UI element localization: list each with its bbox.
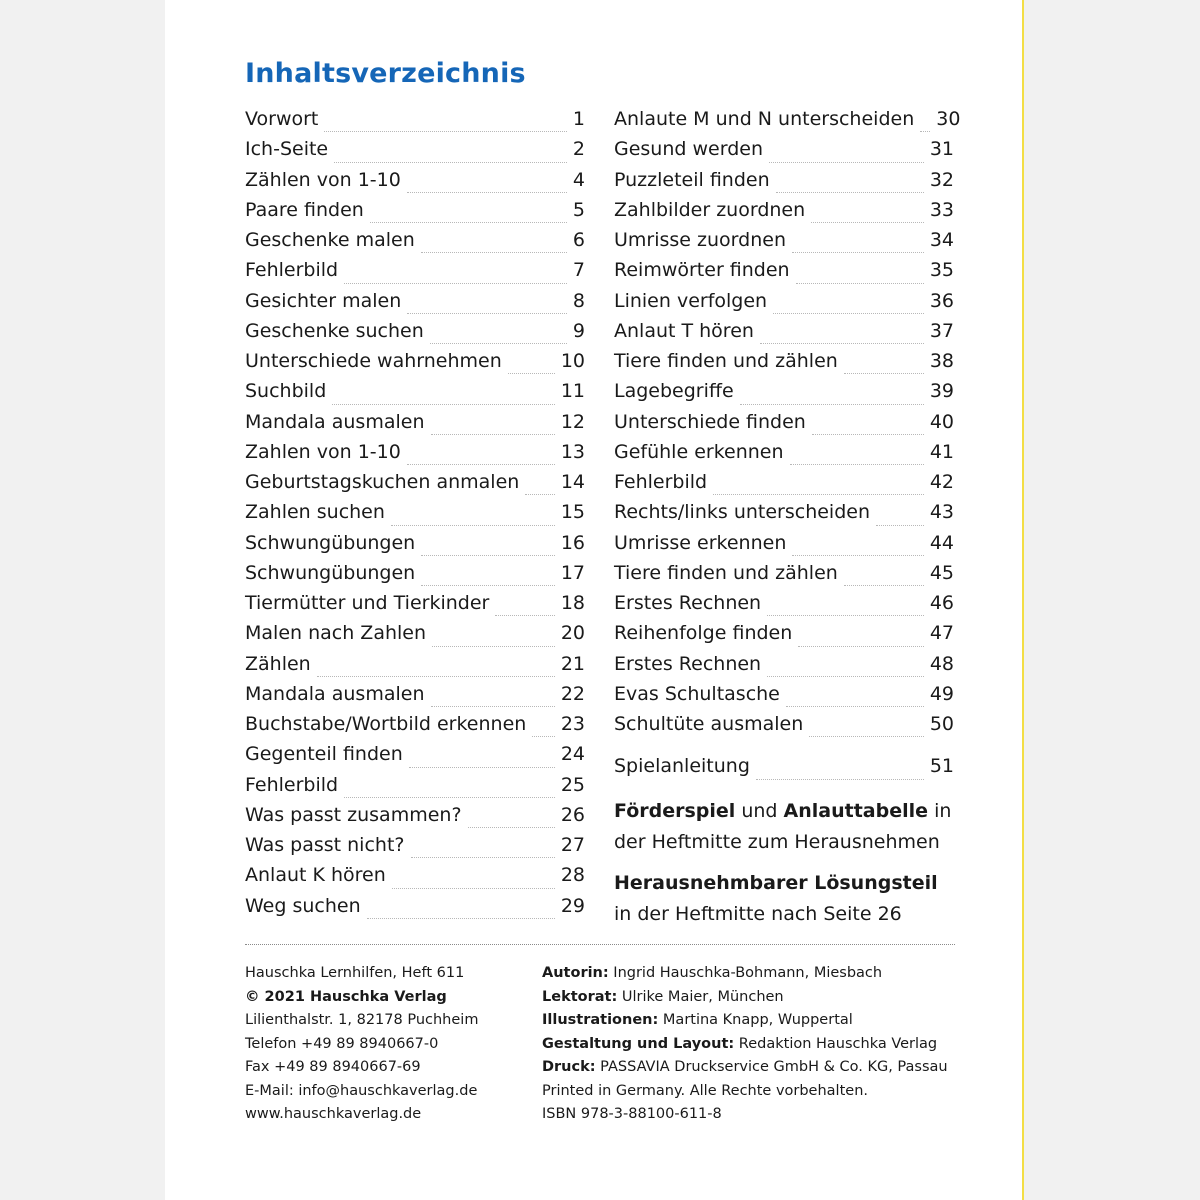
toc-entry-page: 14 [560, 471, 585, 493]
toc-entry-title: Mandala ausmalen [245, 410, 425, 433]
toc-entry [614, 562, 954, 592]
toc-entry [614, 532, 954, 562]
dot-leader [876, 525, 924, 526]
dot-leader [776, 192, 924, 193]
imprint-phone: Telefon +49 89 8940667-0 [245, 1035, 439, 1052]
toc-entry-title: Fehlerbild [245, 773, 339, 796]
toc-entry-title: Geschenke suchen [245, 319, 424, 342]
note-bold: Anlauttabelle [783, 800, 929, 822]
imprint-credits [542, 962, 948, 1127]
dot-leader [812, 434, 924, 435]
dot-leader [430, 343, 567, 344]
toc-entry [614, 653, 954, 683]
toc-entry-title: Gegenteil finden [245, 743, 403, 766]
dot-leader [391, 525, 555, 526]
toc-entry-title: Anlaut T hören [614, 319, 754, 342]
imprint-credit-key: Gestaltung und Layout: [542, 1035, 735, 1052]
note-bold: Förderspiel [614, 800, 736, 822]
dot-leader [798, 646, 924, 647]
toc-entry-page: 12 [560, 410, 585, 433]
imprint-credit-value: Martina Knapp, Wuppertal [658, 1012, 853, 1028]
toc-entry-page: 25 [560, 773, 585, 796]
toc-entry [614, 108, 961, 138]
toc-entry-title: Gefühle erkennen [614, 440, 784, 463]
toc-entry-page: 5 [572, 198, 585, 221]
toc-entry-title: Suchbild [245, 380, 327, 403]
toc-entry [614, 622, 954, 652]
toc-entry-title: Vorwort [245, 108, 319, 130]
imprint-credit-value: Redaktion Hauschka Verlag [734, 1035, 938, 1052]
toc-entry-page: 46 [929, 592, 954, 614]
toc-entry-title: Anlaute M und N unterscheiden [614, 108, 915, 130]
toc-entry-title: Schwungübungen [245, 561, 416, 584]
separator [245, 944, 955, 945]
toc-entry-page: 43 [929, 501, 954, 524]
toc-entry-page: 49 [929, 682, 954, 705]
toc-entry [245, 834, 585, 864]
imprint-credit-value: Printed in Germany. Alle Rechte vorbehalten. [542, 1082, 868, 1099]
toc-entry-page: 31 [929, 138, 954, 161]
toc-entry-page: 34 [929, 229, 954, 251]
toc-entry [245, 592, 585, 622]
imprint-credit-value: ISBN 978-3-88100-611-8 [542, 1106, 722, 1122]
toc-entry-page: 8 [572, 289, 585, 312]
note-text: in der Heftmitte nach Seite 26 [614, 902, 902, 925]
dot-leader [421, 585, 555, 586]
imprint-fax: Fax +49 89 8940667-69 [245, 1059, 421, 1075]
dot-leader [432, 646, 555, 647]
dot-leader [760, 343, 924, 344]
toc-entry-page: 11 [560, 380, 585, 403]
dot-leader [468, 827, 555, 828]
toc-entry-title: Linien verfolgen [614, 289, 768, 312]
toc-entry [245, 441, 585, 471]
toc-entry [245, 199, 585, 229]
imprint-credit-line [542, 986, 948, 1010]
dot-leader [431, 434, 555, 435]
toc-entry-title: Was passt zusammen? [245, 803, 462, 826]
dot-leader [431, 706, 555, 707]
toc-entry [614, 380, 954, 410]
imprint-copyright: © 2021 Hauschka Verlag [245, 988, 447, 1005]
toc-entry-title: Lagebegriffe [614, 380, 734, 403]
toc-entry-page: 13 [560, 440, 585, 463]
toc-entry-title: Mandala ausmalen [245, 682, 425, 705]
toc-entry-page: 38 [929, 350, 954, 372]
page-edge [1022, 0, 1024, 1200]
toc-entry [245, 320, 585, 350]
dot-leader [773, 313, 924, 314]
note-text: in der Heftmitte zum Herausnehmen [614, 800, 952, 853]
toc-entry-title: Geschenke malen [245, 229, 415, 251]
toc-entry-title: Unterschiede finden [614, 410, 806, 433]
dot-leader [809, 736, 924, 737]
imprint-credit-line [542, 1056, 948, 1080]
toc-entry-title: Reihenfolge finden [614, 622, 793, 645]
toc-entry-title: Malen nach Zahlen [245, 622, 427, 645]
toc-entry [245, 501, 585, 531]
note-loesungsteil [614, 868, 974, 929]
toc-entry [614, 290, 954, 320]
toc-entry-page: 32 [929, 168, 954, 191]
toc-entry-page: 17 [560, 561, 585, 584]
dot-leader [324, 131, 567, 132]
toc-entry-page: 18 [560, 592, 585, 614]
toc-entry-title: Tiermütter und Tierkinder [245, 592, 490, 614]
toc-entry-title: Zahlbilder zuordnen [614, 198, 806, 221]
toc-entry-title: Puzzleteil finden [614, 168, 770, 191]
toc-entry-title: Zahlen suchen [245, 501, 385, 524]
dot-leader [756, 779, 924, 780]
toc-entry [245, 138, 585, 168]
toc-entry [245, 411, 585, 441]
toc-entry-title: Umrisse erkennen [614, 531, 787, 554]
imprint-credit-line [542, 1033, 948, 1057]
toc-entry-page: 39 [929, 380, 954, 403]
imprint-series: Hauschka Lernhilfen, Heft 611 [245, 965, 465, 981]
dot-leader [792, 252, 924, 253]
toc-entry [245, 622, 585, 652]
toc-entry [245, 229, 585, 259]
imprint-address: Lilienthalstr. 1, 82178 Puchheim [245, 1012, 479, 1028]
toc-entry-title: Reimwörter finden [614, 259, 790, 282]
dot-leader [411, 857, 555, 858]
dot-leader [786, 706, 924, 707]
dot-leader [769, 162, 924, 163]
toc-entry-page: 23 [560, 713, 585, 735]
toc-entry-page: 16 [560, 531, 585, 554]
toc-entry-title: Zahlen von 1-10 [245, 440, 401, 463]
dot-leader [334, 162, 567, 163]
toc-left-column [245, 108, 585, 925]
imprint-credit-line [542, 962, 948, 986]
toc-entry-title: Gesund werden [614, 138, 763, 161]
toc-entry-page: 24 [560, 743, 585, 766]
toc-entry-title: Fehlerbild [614, 471, 708, 493]
dot-leader [811, 222, 924, 223]
toc-entry [614, 138, 954, 168]
dot-leader [767, 615, 924, 616]
toc-entry-title: Zählen von 1-10 [245, 168, 401, 191]
toc-entry-page: 20 [560, 622, 585, 645]
toc-entry [614, 350, 954, 380]
toc-entry-title: Evas Schultasche [614, 682, 780, 705]
toc-entry-title: Unterschiede wahrnehmen [245, 350, 502, 372]
imprint-credit-line [542, 1103, 948, 1127]
toc-entry-title: Geburtstagskuchen anmalen [245, 471, 520, 493]
toc-entry [614, 441, 954, 471]
toc-entry [614, 471, 954, 501]
toc-entry [245, 169, 585, 199]
toc-entry-title: Buchstabe/Wortbild erkennen [245, 713, 527, 735]
toc-entry-title: Erstes Rechnen [614, 652, 762, 675]
toc-entry-title: Schwungübungen [245, 531, 416, 554]
toc-entry-page: 44 [929, 531, 954, 554]
dot-leader [525, 494, 555, 495]
toc-entry [245, 532, 585, 562]
toc-entry [245, 350, 585, 380]
toc-entry-title: Weg suchen [245, 894, 361, 917]
toc-entry-page: 15 [560, 501, 585, 524]
toc-entry-page: 51 [929, 755, 954, 778]
dot-leader [421, 252, 567, 253]
note-text: und [735, 800, 784, 822]
toc-entry-page: 45 [929, 561, 954, 584]
dot-leader [508, 373, 555, 374]
toc-entry [245, 864, 585, 894]
toc-entry [245, 683, 585, 713]
toc-entry [245, 259, 585, 289]
toc-entry [245, 713, 585, 743]
dot-leader [392, 888, 555, 889]
toc-entry-page: 50 [929, 713, 954, 735]
toc-entry-title: Gesichter malen [245, 289, 402, 312]
toc-entry [245, 774, 585, 804]
imprint-credit-key: Druck: [542, 1059, 596, 1075]
imprint-credit-key: Autorin: [542, 965, 609, 981]
dot-leader [790, 464, 924, 465]
toc-entry-title: Was passt nicht? [245, 834, 405, 856]
toc-entry-title: Ich-Seite [245, 138, 329, 161]
toc-entry-page: 33 [929, 198, 954, 221]
toc-entry [245, 380, 585, 410]
toc-entry-title: Zählen [245, 652, 311, 675]
toc-entry-page: 36 [929, 289, 954, 312]
toc-entry-page: 30 [936, 108, 961, 130]
toc-entry-page: 9 [572, 319, 585, 342]
toc-entry [245, 743, 585, 773]
toc-entry-page: 28 [560, 864, 585, 887]
toc-entry-title: Spielanleitung [614, 755, 750, 778]
toc-entry [245, 562, 585, 592]
dot-leader [920, 131, 930, 132]
note-foerderspiel [614, 796, 974, 857]
toc-entry-page: 27 [560, 834, 585, 856]
toc-entry-title: Erstes Rechnen [614, 592, 762, 614]
toc-entry [614, 411, 954, 441]
imprint-credit-value: Ingrid Hauschka-Bohmann, Miesbach [608, 965, 883, 981]
dot-leader [344, 283, 567, 284]
imprint-credit-key: Lektorat: [542, 988, 618, 1005]
imprint-credit-value: PASSAVIA Druckservice GmbH & Co. KG, Passau [595, 1059, 948, 1075]
imprint-credit-line [542, 1009, 948, 1033]
dot-leader [713, 494, 924, 495]
toc-entry-page: 37 [929, 319, 954, 342]
dot-leader [532, 736, 554, 737]
toc-entry-page: 35 [929, 259, 954, 282]
toc-entry [614, 229, 954, 259]
dot-leader [495, 615, 554, 616]
toc-entry-title: Anlaut K hören [245, 864, 386, 887]
toc-entry [245, 471, 585, 501]
toc-entry [614, 501, 954, 531]
dot-leader [367, 918, 555, 919]
toc-entry-page: 41 [929, 440, 954, 463]
toc-entry-page: 22 [560, 682, 585, 705]
toc-entry-title: Fehlerbild [245, 259, 339, 282]
note-bold: Herausnehmbarer Lösungsteil [614, 872, 938, 894]
dot-leader [421, 555, 555, 556]
toc-entry [245, 895, 585, 925]
toc-entry-page: 7 [572, 259, 585, 282]
toc-entry-page: 6 [572, 229, 585, 251]
toc-entry-page: 29 [560, 894, 585, 917]
toc-entry-title: Umrisse zuordnen [614, 229, 786, 251]
toc-entry-page: 10 [560, 350, 585, 372]
imprint-credit-value: Ulrike Maier, München [617, 988, 784, 1005]
dot-leader [792, 555, 923, 556]
toc-entry-page: 2 [572, 138, 585, 161]
toc-entry [245, 290, 585, 320]
imprint-publisher [245, 962, 478, 1127]
toc-entry-title: Paare finden [245, 198, 364, 221]
toc-entry-page: 48 [929, 652, 954, 675]
toc-entry [614, 259, 954, 289]
toc-entry [614, 683, 954, 713]
toc-entry-title: Rechts/links unterscheiden [614, 501, 870, 524]
dot-leader [407, 313, 567, 314]
dot-leader [344, 797, 555, 798]
dot-leader [370, 222, 567, 223]
dot-leader [407, 192, 567, 193]
dot-leader [409, 767, 555, 768]
imprint-email: E-Mail: info@hauschkaverlag.de [245, 1082, 478, 1099]
toc-entry-page: 40 [929, 410, 954, 433]
toc-entry [245, 653, 585, 683]
toc-entry [614, 320, 954, 350]
toc-entry-page: 21 [560, 652, 585, 675]
toc-entry [614, 592, 954, 622]
dot-leader [796, 283, 924, 284]
toc-entry-page: 4 [572, 168, 585, 191]
dot-leader [767, 676, 924, 677]
toc-entry-page: 1 [572, 108, 585, 130]
toc-entry [245, 108, 585, 138]
toc-entry [245, 804, 585, 834]
toc-entry [614, 169, 954, 199]
dot-leader [740, 404, 924, 405]
toc-entry-title: Schultüte ausmalen [614, 713, 804, 735]
toc-entry-page: 47 [929, 622, 954, 645]
dot-leader [844, 373, 924, 374]
dot-leader [332, 404, 555, 405]
dot-leader [317, 676, 555, 677]
toc-entry-title: Tiere finden und zählen [614, 350, 838, 372]
toc-entry [614, 755, 954, 785]
toc-entry [614, 199, 954, 229]
toc-entry-page: 42 [929, 471, 954, 493]
dot-leader [407, 464, 555, 465]
page-title: Inhaltsverzeichnis [245, 58, 526, 89]
imprint-credit-key: Illustrationen: [542, 1012, 659, 1028]
toc-entry-title: Tiere finden und zählen [614, 561, 838, 584]
imprint-credit-line [542, 1080, 948, 1104]
dot-leader [844, 585, 924, 586]
toc-entry-page: 26 [560, 803, 585, 826]
imprint-website: www.hauschkaverlag.de [245, 1106, 422, 1122]
toc-entry [614, 713, 954, 743]
toc-right-column [614, 108, 961, 786]
